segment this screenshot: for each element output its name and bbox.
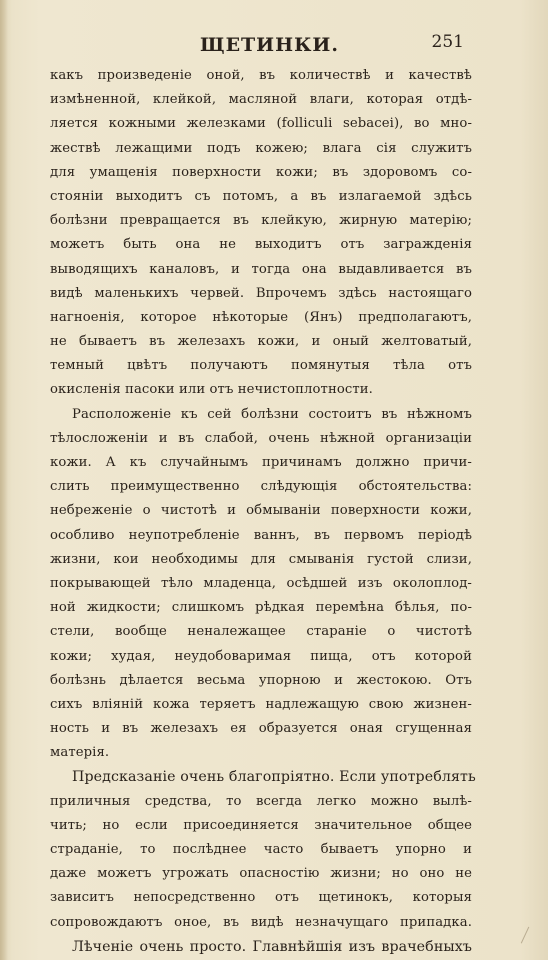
- text-line: окисленія пасоки или отъ нечистоплотности.: [50, 382, 373, 398]
- text-line: можетъ быть она не выходитъ отъ загражденія: [50, 237, 472, 253]
- page-corner-mark: [512, 923, 530, 944]
- text-line: ной жидкости; слишкомъ рѣдкая перемѣна бѣлья, по-: [50, 600, 472, 616]
- text-line: измѣненной, клейкой, масляной влаги, которая отдѣ-: [50, 92, 472, 108]
- text-line: слить преимущественно слѣдующія обстоятельства:: [50, 479, 472, 495]
- text-line: сопровождаютъ оное, въ видѣ незначущаго припадка.: [50, 914, 472, 930]
- text-line: особливо неупотребленіе ваннъ, въ первомъ періодѣ: [50, 527, 472, 543]
- body-text: [50, 64, 476, 959]
- text-line: сихъ вліяній кожа теряетъ надлежащую свою жизнен-: [50, 696, 472, 712]
- text-line: болѣзнь дѣлается весьма упорною и жестокою. Отъ: [50, 672, 472, 688]
- page-header: [50, 28, 464, 58]
- page-gutter-shadow: [0, 0, 8, 960]
- text-line: ляется кожными железками (folliculi sebacei), во мно-: [50, 116, 472, 132]
- text-line: приличныя средства, то всегда легко можно вылѣ-: [50, 793, 472, 809]
- text-line: стели, вообще неналежащее старанiе о чистотѣ: [50, 624, 472, 640]
- text-line: для умащенія поверхности кожи; въ здоровомъ со-: [50, 164, 472, 180]
- text-line: покрывающей тѣло младенца, осѣдшей изъ околоплод-: [50, 575, 472, 591]
- text-line: болѣзни превращается въ клейкую, жирную матерію;: [50, 213, 472, 229]
- text-line: какъ произведеніе оной, въ количествѣ и качествѣ: [50, 68, 472, 83]
- text-line: чить; но если присоединяется значительное общее: [50, 817, 472, 833]
- text-line: даже можетъ угрожать опасностію жизни; но оно не: [50, 866, 472, 882]
- text-line: кожи; худая, неудобоваримая пища, отъ которой: [50, 648, 472, 664]
- text-line: темный цвѣтъ получаютъ помянутыя тѣла отъ: [50, 358, 472, 374]
- text-line: жизни, кои необходимы для смыванія густой слизи,: [50, 551, 472, 567]
- text-line: выводящихъ каналовъ, и тогда она выдавливается въ: [50, 261, 472, 277]
- text-line: матерія.: [50, 745, 110, 761]
- text-line: Лѣченіе очень просто. Главнѣйшія изъ врачебныхъ: [72, 938, 472, 955]
- text-line: стояніи выходитъ съ потомъ, а въ излагаемой здѣсь: [50, 188, 472, 204]
- text-line: видѣ маленькихъ червей. Впрочемъ здѣсь настоящаго: [50, 285, 472, 301]
- text-line: Расположеніе къ сей болѣзни состоитъ въ нѣжномъ: [72, 406, 472, 422]
- text-line: Предсказаніе очень благопріятно. Если употреблять: [72, 769, 476, 786]
- text-line: кожи. А къ случайнымъ причинамъ должно причи-: [50, 455, 472, 470]
- page-number: 251: [431, 32, 464, 52]
- text-line: небреженіе о чистотѣ и обмываніи поверхности кожи,: [50, 503, 472, 519]
- running-title: ЩЕТИНКИ.: [200, 34, 339, 56]
- text-line: нагноенія, которое нѣкоторые (Янъ) предполагаютъ,: [50, 309, 472, 325]
- text-line: не бываетъ въ железахъ кожи, и оный желтоватый,: [50, 334, 472, 350]
- text-line: зависитъ непосредственно отъ щетинокъ, которыя: [50, 890, 472, 906]
- text-line: жествѣ лежащими подъ кожею; влага сія служитъ: [50, 140, 472, 156]
- text-line: страданіе, то послѣднее часто бываетъ упорно и: [50, 842, 472, 857]
- text-line: ность и въ железахъ ея образуется оная сгущенная: [50, 721, 472, 737]
- text-line: тѣлосложеніи и въ слабой, очень нѣжной организаціи: [50, 430, 472, 446]
